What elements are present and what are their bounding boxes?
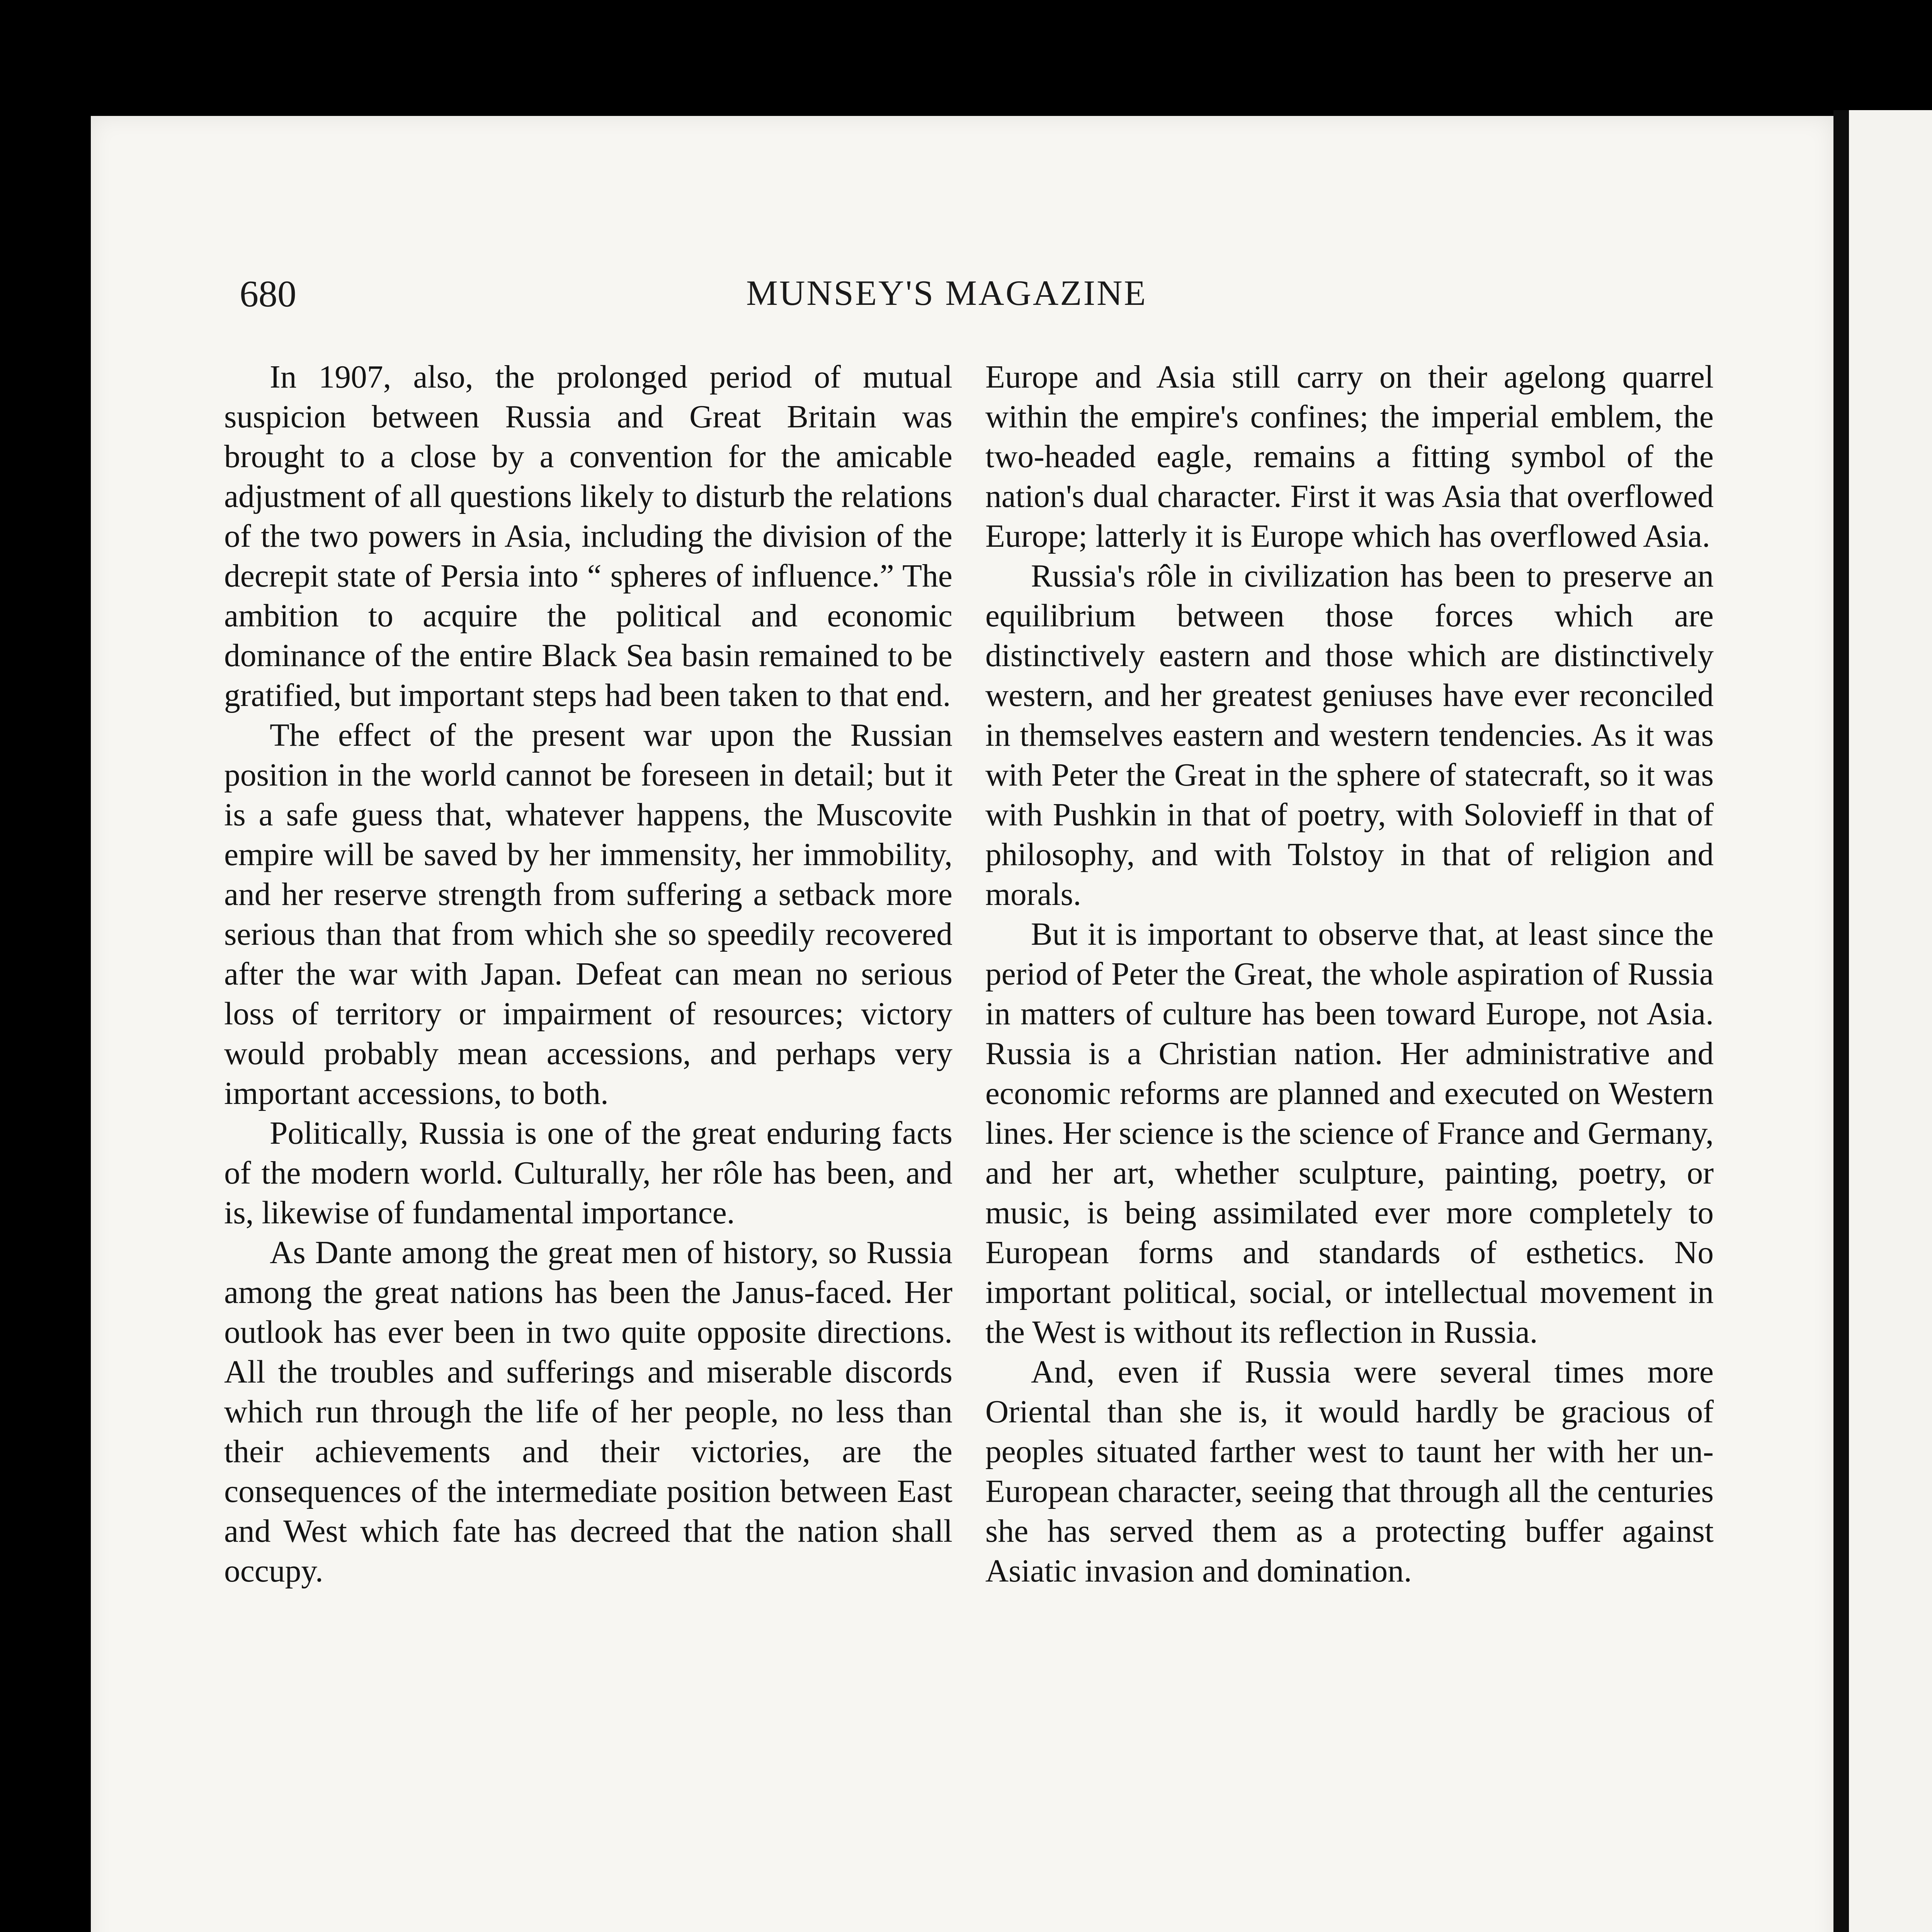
paragraph: The effect of the present war upon the Russian position in the world cannot be foreseen in detail; but it is a safe guess that, whatever happens, the Muscovite empire will be saved by her immensity, her immobility, and her reserve strength from suffering a setback more serious than that from which she so speedily recovered after the war with Japan. Defeat can mean no serious loss of territory or impairment of resources; victory would probably mean accessions, and perhaps very important accessions, to both. (224, 718, 952, 1111)
paragraph: But it is important to observe that, at least since the period of Peter the Great, the whole aspiration of Russia in matters of culture has been toward Europe, not Asia. Russia is a Christian nation. Her administrative and economic reforms are planned and executed on Western lines. Her science is the science of France and Germany, and her art, whether sculpture, painting, poetry, or music, is being assimilated ever more completely to European forms and standards of esthetics. No important political, social, or intellectual movement in the West is without its reflection in Russia. (985, 917, 1714, 1350)
paragraph: Politically, Russia is one of the great enduring facts of the modern world. Culturally, her rôle has been, and is, likewise of fundamental importance. (224, 1116, 952, 1231)
left-column (224, 357, 952, 1591)
page-header (240, 272, 1654, 319)
paragraph: In 1907, also, the prolonged period of mutual suspicion between Russia and Great Britain was brought to a close by a convention for the amicable adjustment of all questions likely to disturb the relations of the two powers in Asia, including the division of the decrepit state of Persia into “ spheres of influence.” The ambition to acquire the political and economic dominance of the entire Black Sea basin remained to be gratified, but important steps had been taken to that end. (224, 359, 952, 713)
page-gutter (1833, 110, 1849, 1932)
adjacent-page-edge (1849, 110, 1932, 1932)
paragraph-continued: Europe and Asia still carry on their agelong quarrel within the empire's confines; the imperial emblem, the two-headed eagle, remains a fitting symbol of the nation's dual character. First it was Asia that overflowed Europe; latterly it is Europe which has overflowed Asia. (985, 359, 1714, 554)
running-title: MUNSEY'S MAGAZINE (746, 273, 1147, 313)
page-number: 680 (240, 273, 296, 315)
paragraph: As Dante among the great men of history, so Russia among the great nations has been the Janus-faced. Her outlook has ever been in two quite opposite directions. All the troubles and sufferings and miserable discords which run through the life of her people, no less than their achievements and their victories, are the consequences of the intermediate position between East and West which fate has decreed that the nation shall occupy. (224, 1235, 952, 1589)
right-column (985, 357, 1714, 1591)
paragraph: Russia's rôle in civilization has been to preserve an equilibrium between those forces which are distinctively eastern and those which are distinctively western, and her greatest geniuses have ever reconciled in themselves eastern and western tendencies. As it was with Peter the Great in the sphere of statecraft, so it was with Pushkin in that of poetry, with Solovieff in that of philosophy, and with Tolstoy in that of religion and morals. (985, 558, 1714, 912)
paragraph: And, even if Russia were several times more Oriental than she is, it would hardly be gracious of peoples situated farther west to taunt her with her un-European character, seeing that through all the centuries she has served them as a protecting buffer against Asiatic invasion and domination. (985, 1354, 1714, 1589)
